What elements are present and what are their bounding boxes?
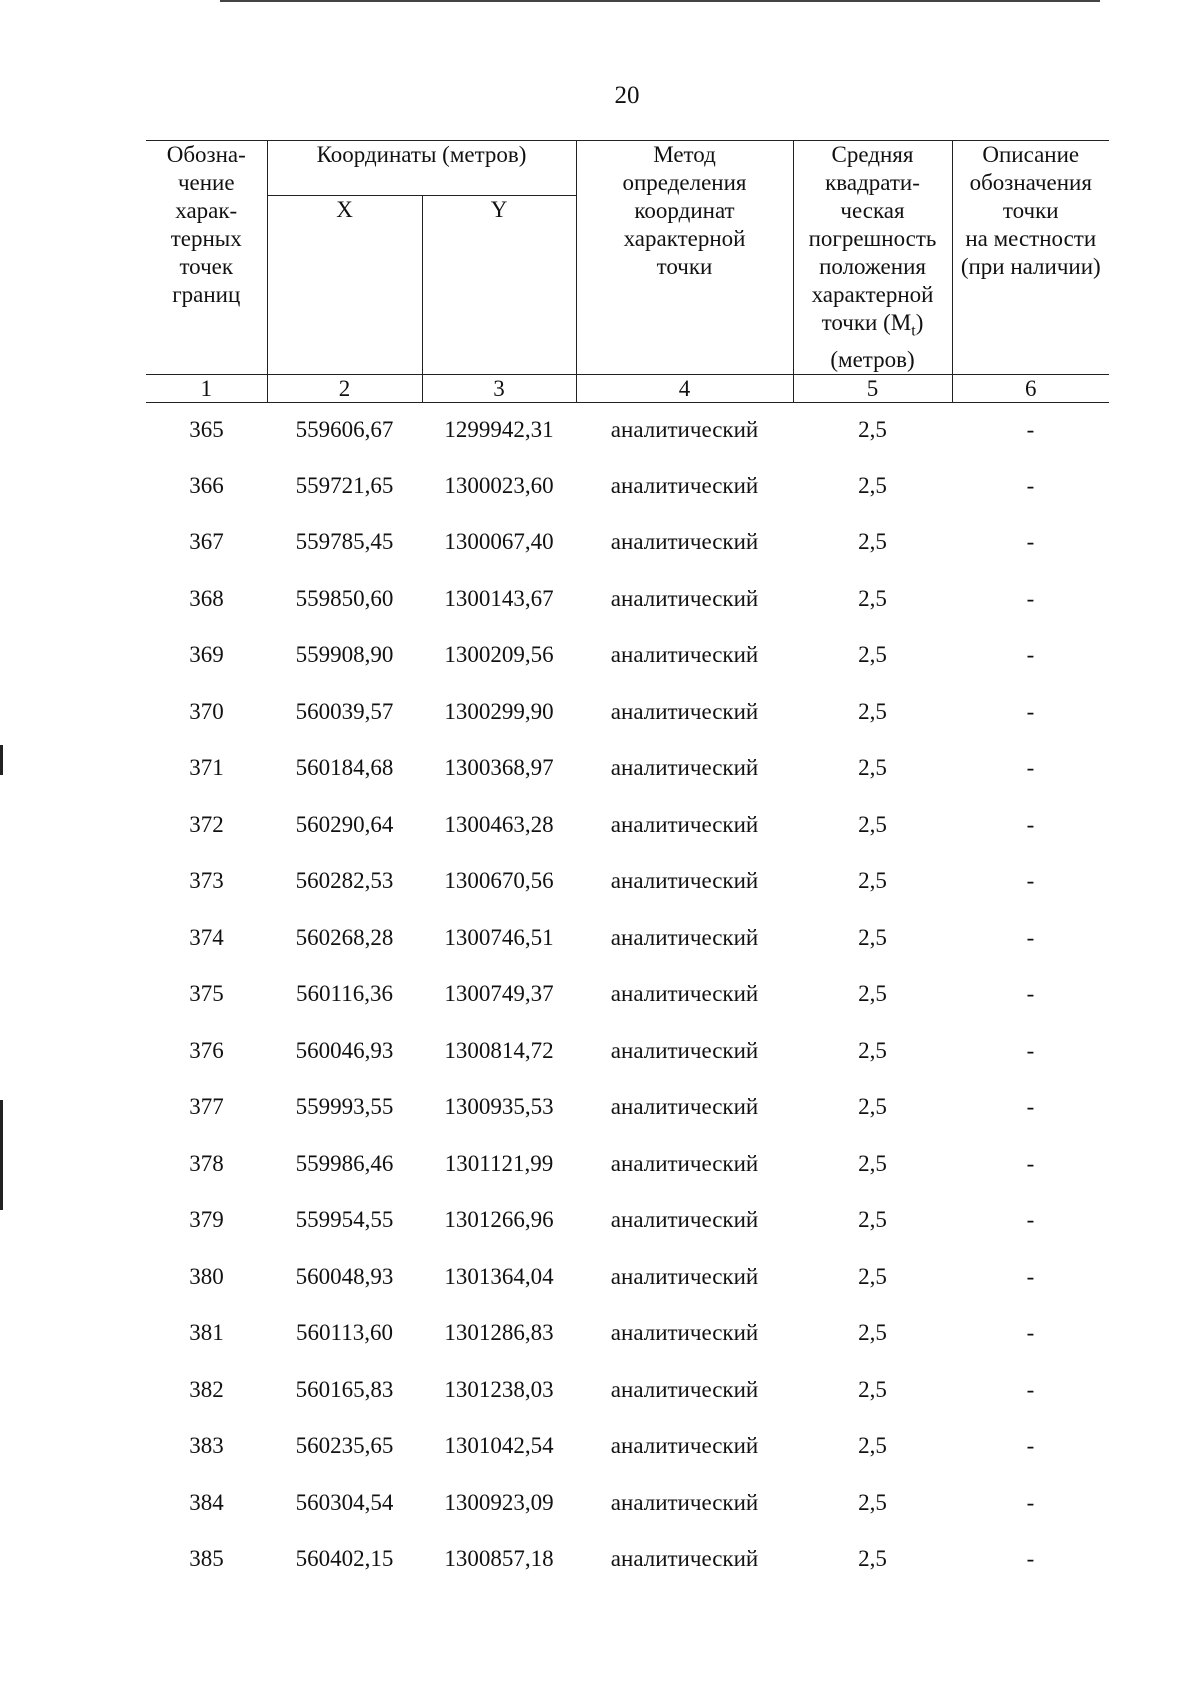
cell-method: аналитический	[610, 1546, 759, 1572]
cell-method: аналитический	[610, 1320, 759, 1346]
cell-point-number: 378	[189, 1150, 224, 1176]
header-error-unit: (метров)	[830, 346, 915, 372]
header-line: квадрати-	[825, 170, 920, 195]
header-error-lines	[796, 141, 950, 309]
cell-error: 2,5	[858, 1376, 887, 1402]
cell-error: 2,5	[858, 472, 887, 498]
cell-point-number: 384	[189, 1489, 224, 1515]
cell-description: -	[1026, 1094, 1035, 1120]
cell-method: аналитический	[610, 1037, 759, 1063]
column-number: 2	[267, 374, 422, 402]
cell-x: 560304,54	[295, 1489, 394, 1515]
header-error-subscript: t	[911, 322, 916, 340]
cell-x: 559993,55	[295, 1094, 394, 1120]
table-row	[146, 1475, 1109, 1532]
cell-x: 560402,15	[295, 1546, 394, 1572]
cell-description: -	[1026, 1489, 1035, 1515]
cell-x: 560046,93	[295, 1037, 394, 1063]
header-line: (при наличии)	[960, 254, 1101, 279]
cell-description: -	[1026, 1207, 1035, 1233]
cell-error: 2,5	[858, 642, 887, 668]
cell-y: 1300814,72	[444, 1037, 554, 1063]
cell-method: аналитический	[610, 1150, 759, 1176]
cell-description: -	[1026, 642, 1035, 668]
table-row	[146, 571, 1109, 628]
cell-method: аналитический	[610, 642, 759, 668]
header-line: точки	[656, 254, 713, 279]
table-body	[146, 402, 1109, 1588]
header-line: точек	[179, 254, 234, 279]
cell-method: аналитический	[610, 1376, 759, 1402]
cell-y: 1300299,90	[444, 698, 554, 724]
cell-point-number: 366	[189, 472, 224, 498]
column-number: 3	[422, 374, 576, 402]
cell-y: 1300368,97	[444, 755, 554, 781]
header-y: Y	[422, 195, 576, 374]
cell-error: 2,5	[858, 1037, 887, 1063]
table-row	[146, 1192, 1109, 1249]
cell-y: 1300023,60	[444, 472, 554, 498]
cell-error: 2,5	[858, 1546, 887, 1572]
column-number: 6	[952, 374, 1109, 402]
cell-description: -	[1026, 417, 1035, 443]
cell-method: аналитический	[610, 924, 759, 950]
table-row	[146, 1362, 1109, 1419]
cell-error: 2,5	[858, 868, 887, 894]
cell-x: 559954,55	[295, 1207, 394, 1233]
cell-x: 559850,60	[295, 585, 394, 611]
cell-point-number: 368	[189, 585, 224, 611]
cell-point-number: 385	[189, 1546, 224, 1572]
cell-point-number: 380	[189, 1263, 224, 1289]
page-top-border	[220, 0, 1100, 2]
header-method	[576, 141, 793, 375]
header-x: X	[267, 195, 422, 374]
cell-description: -	[1026, 868, 1035, 894]
cell-description: -	[1026, 698, 1035, 724]
cell-y: 1300209,56	[444, 642, 554, 668]
cell-description: -	[1026, 924, 1035, 950]
cell-x: 560039,57	[295, 698, 394, 724]
column-number: 4	[576, 374, 793, 402]
cell-x: 559721,65	[295, 472, 394, 498]
table-row	[146, 514, 1109, 571]
cell-error: 2,5	[858, 417, 887, 443]
cell-error: 2,5	[858, 1150, 887, 1176]
table-row	[146, 1249, 1109, 1306]
coordinates-table	[146, 140, 1109, 1588]
cell-method: аналитический	[610, 472, 759, 498]
cell-point-number: 374	[189, 924, 224, 950]
cell-error: 2,5	[858, 1263, 887, 1289]
cell-error: 2,5	[858, 1207, 887, 1233]
header-line: Описание	[982, 142, 1080, 167]
header-mean-square-error	[793, 141, 952, 375]
header-error-bracket: )	[915, 310, 924, 335]
cell-y: 1301238,03	[444, 1376, 554, 1402]
cell-x: 560184,68	[295, 755, 394, 781]
table-row	[146, 1305, 1109, 1362]
cell-description: -	[1026, 472, 1035, 498]
header-line: погрешность	[808, 226, 937, 251]
cell-point-number: 372	[189, 811, 224, 837]
table-row	[146, 1079, 1109, 1136]
header-line: Обозна-	[166, 142, 246, 167]
cell-point-number: 371	[189, 755, 224, 781]
cell-y: 1299942,31	[444, 417, 554, 443]
header-line: чение	[177, 170, 235, 195]
cell-method: аналитический	[610, 755, 759, 781]
cell-error: 2,5	[858, 981, 887, 1007]
cell-point-number: 373	[189, 868, 224, 894]
cell-error: 2,5	[858, 585, 887, 611]
cell-y: 1300746,51	[444, 924, 554, 950]
header-line: положения	[819, 254, 926, 279]
cell-error: 2,5	[858, 1320, 887, 1346]
cell-point-number: 376	[189, 1037, 224, 1063]
cell-y: 1301042,54	[444, 1433, 554, 1459]
cell-description: -	[1026, 1320, 1035, 1346]
cell-description: -	[1026, 1263, 1035, 1289]
cell-x: 559785,45	[295, 529, 394, 555]
cell-x: 560290,64	[295, 811, 394, 837]
table-row	[146, 740, 1109, 797]
cell-error: 2,5	[858, 1433, 887, 1459]
cell-y: 1301266,96	[444, 1207, 554, 1233]
cell-x: 559986,46	[295, 1150, 394, 1176]
cell-description: -	[1026, 811, 1035, 837]
cell-description: -	[1026, 755, 1035, 781]
column-number: 1	[146, 374, 267, 402]
table-row	[146, 1023, 1109, 1080]
cell-y: 1301286,83	[444, 1320, 554, 1346]
cell-error: 2,5	[858, 1489, 887, 1515]
column-number: 5	[793, 374, 952, 402]
cell-y: 1300067,40	[444, 529, 554, 555]
header-description	[952, 141, 1109, 375]
cell-method: аналитический	[610, 1207, 759, 1233]
cell-x: 560116,36	[296, 981, 393, 1007]
cell-method: аналитический	[610, 1094, 759, 1120]
cell-point-number: 369	[189, 642, 224, 668]
header-coordinates-group: Координаты (метров)	[267, 141, 576, 196]
cell-method: аналитический	[610, 1263, 759, 1289]
header-line: определения	[622, 170, 747, 195]
table-row	[146, 684, 1109, 741]
cell-error: 2,5	[858, 698, 887, 724]
cell-y: 1300143,67	[444, 585, 554, 611]
header-line: характерной	[623, 226, 746, 251]
cell-x: 560165,83	[295, 1376, 394, 1402]
cell-method: аналитический	[610, 1433, 759, 1459]
table-row	[146, 1418, 1109, 1475]
header-point-designation	[146, 141, 267, 375]
cell-y: 1301121,99	[444, 1150, 554, 1176]
cell-y: 1300923,09	[444, 1489, 554, 1515]
table-row	[146, 910, 1109, 967]
cell-error: 2,5	[858, 755, 887, 781]
header-error-last-line	[796, 309, 950, 346]
cell-x: 560113,60	[296, 1320, 393, 1346]
cell-x: 560282,53	[295, 868, 394, 894]
table-row	[146, 853, 1109, 910]
table-row	[146, 402, 1109, 458]
header-line: Средняя	[831, 142, 914, 167]
cell-description: -	[1026, 585, 1035, 611]
cell-x: 559908,90	[295, 642, 394, 668]
table-row	[146, 627, 1109, 684]
header-line: границ	[172, 282, 241, 307]
cell-y: 1300857,18	[444, 1546, 554, 1572]
cell-y: 1300749,37	[444, 981, 554, 1007]
cell-x: 560048,93	[295, 1263, 394, 1289]
table-row	[146, 966, 1109, 1023]
header-error-point-label: точки (M	[821, 310, 912, 335]
cell-x: 560268,28	[295, 924, 394, 950]
cell-x: 560235,65	[295, 1433, 394, 1459]
table-row	[146, 1531, 1109, 1588]
cell-y: 1300463,28	[444, 811, 554, 837]
cell-point-number: 375	[189, 981, 224, 1007]
cell-x: 559606,67	[295, 417, 394, 443]
cell-method: аналитический	[610, 811, 759, 837]
header-line: Метод	[653, 142, 716, 167]
cell-description: -	[1026, 981, 1035, 1007]
cell-method: аналитический	[610, 1489, 759, 1515]
cell-error: 2,5	[858, 811, 887, 837]
cell-method: аналитический	[610, 585, 759, 611]
cell-point-number: 367	[189, 529, 224, 555]
table-row	[146, 458, 1109, 515]
cell-point-number: 370	[189, 698, 224, 724]
header-line: харак-	[175, 198, 238, 223]
page-number: 20	[614, 82, 640, 109]
cell-description: -	[1026, 1376, 1035, 1402]
cell-error: 2,5	[858, 529, 887, 555]
cell-y: 1300670,56	[444, 868, 554, 894]
scan-margin-mark	[0, 1100, 3, 1210]
cell-method: аналитический	[610, 529, 759, 555]
header-line: характерной	[811, 282, 934, 307]
header-line: терных	[170, 226, 242, 251]
header-line: обозначения	[969, 170, 1092, 195]
cell-y: 1301364,04	[444, 1263, 554, 1289]
cell-description: -	[1026, 1546, 1035, 1572]
cell-method: аналитический	[610, 417, 759, 443]
cell-point-number: 379	[189, 1207, 224, 1233]
cell-method: аналитический	[610, 981, 759, 1007]
cell-point-number: 382	[189, 1376, 224, 1402]
header-line: точки	[1002, 198, 1059, 223]
cell-method: аналитический	[610, 698, 759, 724]
cell-point-number: 365	[189, 417, 224, 443]
cell-point-number: 381	[189, 1320, 224, 1346]
cell-point-number: 383	[189, 1433, 224, 1459]
cell-point-number: 377	[189, 1094, 224, 1120]
scan-margin-mark	[0, 745, 3, 775]
table-row	[146, 797, 1109, 854]
cell-description: -	[1026, 529, 1035, 555]
cell-y: 1300935,53	[444, 1094, 554, 1120]
cell-description: -	[1026, 1150, 1035, 1176]
cell-description: -	[1026, 1433, 1035, 1459]
header-line: на местности	[965, 226, 1097, 251]
cell-error: 2,5	[858, 924, 887, 950]
cell-method: аналитический	[610, 868, 759, 894]
header-line: ческая	[840, 198, 905, 223]
cell-description: -	[1026, 1037, 1035, 1063]
table-row	[146, 1136, 1109, 1193]
header-line: координат	[634, 198, 735, 223]
cell-error: 2,5	[858, 1094, 887, 1120]
